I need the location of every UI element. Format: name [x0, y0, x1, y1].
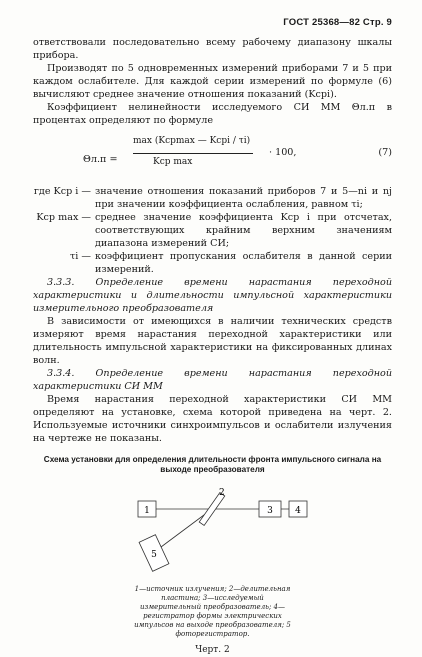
fraction-bar — [133, 153, 253, 154]
definition-symbol: τi — — [69, 251, 91, 262]
block-2-label: 2 — [219, 488, 225, 498]
formula-numerator: max (Kсрmax — Kсрi / τi) — [133, 136, 251, 146]
paragraph-2: Производят по 5 одновременных измерений приборами 7 и 5 при каждом ослабителе. Для каждой серии измерений по формуле (6) вычисляют среднее значение отношения показаний (Kсрi). — [33, 63, 392, 100]
section-3-3-4-heading: 3.3.4. Определение времени нарастания переходной характеристики СИ ММ — [33, 368, 392, 392]
definitions-list — [33, 185, 392, 276]
formula-number: (7) — [378, 147, 392, 158]
diagram-svg — [33, 479, 392, 585]
formula-multiplier: · 100, — [269, 147, 297, 158]
formula-7 — [33, 131, 392, 183]
definition-text: коэффициент пропускания ослабителя в данной серии измерений. — [95, 251, 392, 275]
paragraph-4: В зависимости от имеющихся в наличии технических средств измеряют время нарастания переходной характеристики или длительность импульсной характеристики на фиксированных длинах волн. — [33, 316, 392, 366]
section-3-3-3-heading: 3.3.3. Определение времени нарастания переходной характеристики и длительности импульсной характеристики измерительного преобразователя — [33, 277, 392, 314]
definition-text: среднее значение коэффициента Kср i при отсчетах, соответствующих крайним верхним значениям диапазона измерений СИ; — [95, 212, 392, 249]
paragraph-3: Коэффициент нелинейности исследуемого СИ ММ Θл.п в процентах определяют по формуле — [33, 102, 392, 126]
definition-row — [33, 211, 392, 250]
page-header: ГОСТ 25368—82 Стр. 9 — [283, 17, 392, 28]
paragraph-1: ответствовали последовательно всему рабочему диапазону шкалы прибора. — [33, 37, 392, 61]
block-4-label: 4 — [295, 506, 301, 516]
formula-lhs: Θл.п = — [83, 154, 118, 165]
block-1-label: 1 — [144, 506, 150, 516]
block-3-label: 3 — [267, 506, 273, 516]
figure-label: Черт. 2 — [195, 645, 230, 655]
definition-text: значение отношения показаний приборов 7 и 5—ni и nj при значении коэффициента ослабления, равном τi; — [95, 186, 392, 210]
figure-caption: 1—источник излучения; 2—делительная пластина; 3—исследуемый измерительный преобразователь; 4—регистратор формы электрических импульсов на выходе преобразователя; 5 фоторегистратор. — [134, 585, 291, 638]
definition-symbol: Kср max — — [36, 212, 91, 223]
page-body — [33, 36, 392, 657]
definition-row — [33, 250, 392, 276]
definition-row — [33, 185, 392, 211]
setup-diagram — [33, 479, 392, 585]
definition-symbol: где Kср i — — [33, 186, 91, 197]
figure-title: Схема установки для определения длительности фронта импульсного сигнала на выходе преобразователя — [43, 455, 382, 474]
formula-denominator: Kср max — [153, 157, 193, 167]
paragraph-5: Время нарастания переходной характеристики СИ ММ определяют на установке, схема которой приведена на черт. 2. Используемые источники синхроимпульсов и ослабители излучения на чертеже не показаны. — [33, 394, 392, 444]
block-5-label: 5 — [151, 550, 157, 560]
